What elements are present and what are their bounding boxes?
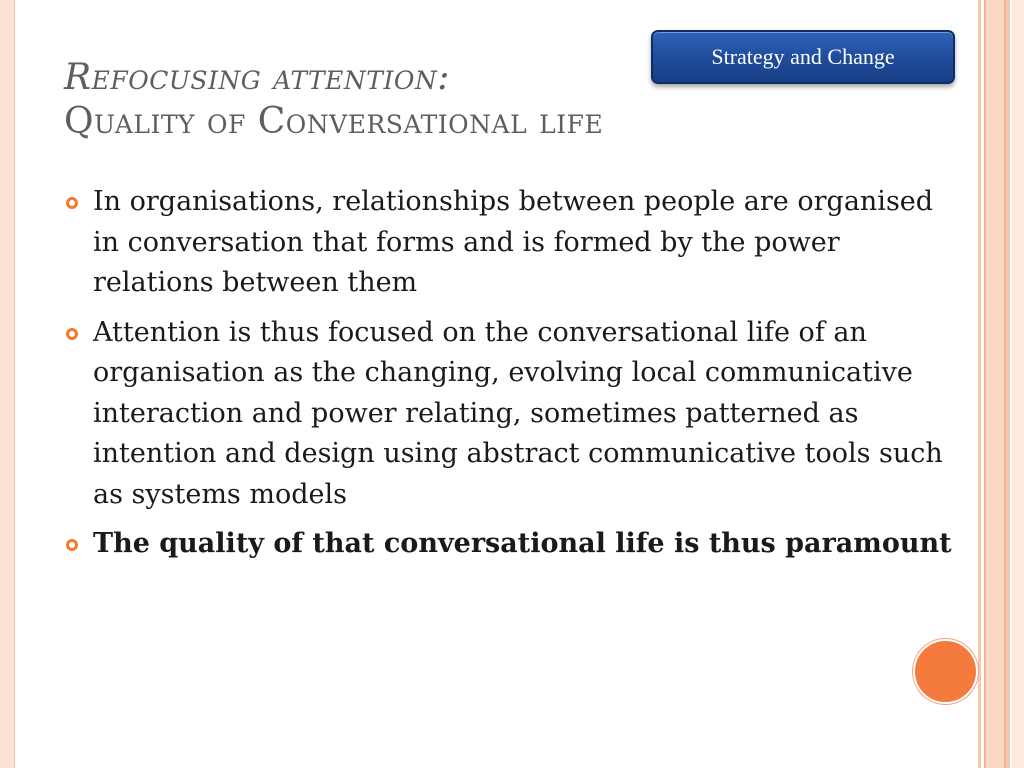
right-decor-stripe-4	[1012, 0, 1024, 768]
bullet-text: The quality of that conversational life is thus paramount	[93, 528, 952, 559]
circle-bullet-icon	[66, 197, 78, 209]
bullet-list	[64, 182, 964, 574]
right-decor-stripe-1	[978, 0, 981, 768]
bullet-item	[64, 313, 964, 516]
bullet-text: In organisations, relationships between people are organised in conversation that forms and is formed by the power relations between them	[93, 186, 934, 298]
bullet-text: Attention is thus focused on the conversational life of an organisation as the changing, evolving local communicative interaction and power relating, sometimes patterned as intention and design using abstract communicative tools such as systems models	[93, 316, 943, 510]
title-line-2: Quality of Conversational life	[64, 101, 604, 142]
slide-title	[64, 56, 964, 144]
bullet-item	[64, 524, 964, 565]
left-decor-stripe	[0, 0, 15, 768]
right-decor-stripe-2	[984, 0, 1006, 768]
orange-circle-icon	[913, 639, 978, 704]
circle-bullet-icon	[66, 539, 78, 551]
section-badge: Strategy and Change	[651, 30, 955, 84]
circle-bullet-icon	[66, 328, 78, 340]
bullet-item	[64, 182, 964, 304]
title-line-1: Refocusing attention:	[64, 57, 450, 98]
right-decor-stripe-3	[1006, 0, 1010, 768]
